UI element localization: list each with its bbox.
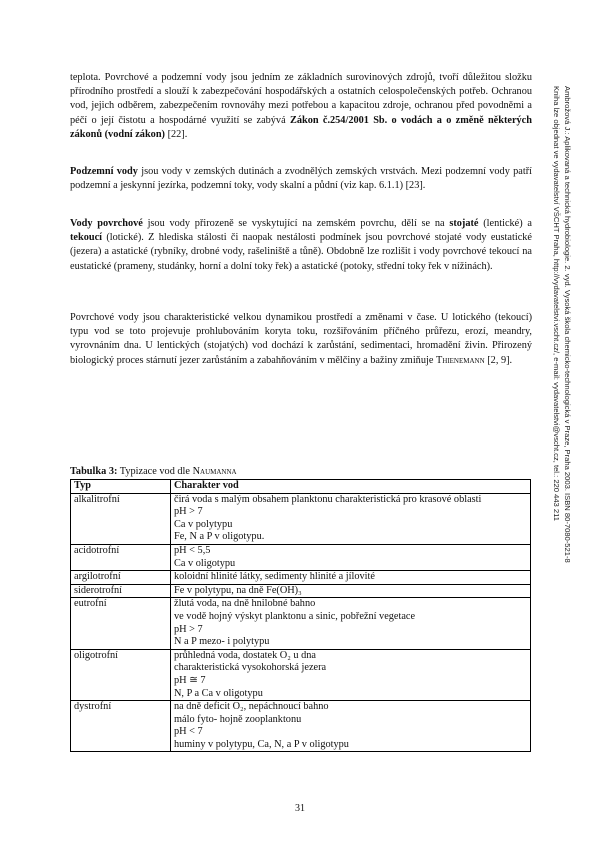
character-line: pH < 5,5	[174, 544, 211, 556]
character-line: pH > 7	[174, 506, 203, 518]
sidebar-citation: Ambrožová J.: Aplikovaná a technická hydrobiologie. 2. vyd. Vysoká škola chemicko-technologická v Praze, Praha 2003. ISBN 80-7080-521-8	[563, 86, 572, 563]
cell-type: oligotrofní	[71, 649, 171, 700]
citation: [22].	[165, 128, 188, 140]
character-line: charakteristická vysokohorská jezera	[174, 662, 327, 674]
table-header-row	[71, 480, 531, 494]
paragraph-groundwater	[70, 165, 532, 203]
paragraph-text: jsou vody přirozeně se vyskytující na zemském povrchu, dělí se na	[142, 218, 450, 229]
water-types-table	[70, 479, 531, 752]
cell-type: eutrofní	[71, 598, 171, 649]
table-body	[71, 493, 531, 752]
table-row	[71, 544, 531, 570]
cell-type: dystrofní	[71, 701, 171, 752]
paragraph-text: teplota. Povrchové a podzemní vody jsou jedním ze základních surovinových zdrojů, tvoří důležitou složku přírodního prostředí a slouží k zabezpečování hospodářských a ostatních celospolečenských potřeb. Ochranou vod, jejich odběrem, zabezpečením rovnováhy mezi potřebou a kapacitou zdroje, ochranou před povodněmi a péčí o její čistotu a hospodárné využití se zabývá	[70, 72, 532, 126]
cell-type: acidotrofní	[71, 544, 171, 570]
paragraph-text: jsou vody v zemských dutinách a zvodnělých zemských vrstvách. Mezi podzemní vody patří podzemní a jeskynní jezírka, podzemní toky, vody skalní a půdní (viz kap. 6.1.1) [23].	[70, 166, 533, 192]
table-caption	[70, 466, 237, 477]
character-line: Fe, N a P v oligotypu.	[174, 531, 265, 543]
character-line: málo fyto- hojně zooplanktonu	[174, 713, 302, 725]
character-line: pH ≅ 7	[174, 674, 206, 686]
paragraph-intro	[70, 71, 532, 152]
character-line: N a P mezo- i polytypu	[174, 636, 270, 648]
character-line: Ca v oligotypu	[174, 557, 236, 569]
publication-sidebar	[539, 86, 573, 646]
cell-character	[171, 649, 531, 700]
caption-author: Naumanna	[192, 466, 237, 477]
character-line: pH < 7	[174, 726, 203, 738]
paragraph-text: Povrchové vody jsou charakteristické velkou dynamikou prostředí a změnami v čase. U lotického (tekoucí) typu vod se toto projevuje prohlubováním koryta toku, rozšiřováním příčného průřezu, erozí, meandry, vyrovnáním dna. U lentických (stojatých) vod dochází k zarůstání, sedimentaci, hromadění živin. Přirozený biologický proces stárnutí jezer zarůstáním a zabahňováním v mělčiny a bažiny zmiňuje	[70, 312, 532, 366]
table-row	[71, 584, 531, 598]
character-line: na dně deficit O₂, nepáchnoucí bahno	[174, 701, 329, 713]
table-row	[71, 701, 531, 752]
sidebar-order-info: Kniha lze objednat ve vydavatelství VŠCHT Praha, http://vydavatelstvi.vscht.cz/, e-mail: vydavatelstvi@vscht.cz, tel.: 220 443 211	[552, 86, 561, 521]
paragraph-surface-water	[70, 217, 532, 284]
cell-character	[171, 584, 531, 598]
character-line: koloidní hlinité látky, sedimenty hlinité a jílovité	[174, 571, 375, 583]
caption-label: Tabulka 3:	[70, 466, 118, 477]
table-row	[71, 598, 531, 649]
character-line: průhledná voda, dostatek O₂ u dna	[174, 649, 316, 661]
citation: [2, 9].	[484, 354, 513, 366]
header-type: Typ	[71, 480, 171, 494]
term-standing: stojaté	[449, 218, 479, 229]
cell-character	[171, 493, 531, 544]
paragraph-text: (lotické). Z hlediska stálosti či naopak nestálosti podmínek jsou povrchové stojaté vody eustatické (jezera) a astatické (rybníky, drobné vody, rašeliniště a tůně). Obdobně lze rozlišit i vody povrchové tekoucí na eustatické (prameny, studánky, horní a dolní toky řek) a astatické (potoky, střední toky řek v nížinách).	[70, 232, 532, 272]
header-character: Charakter vod	[171, 480, 531, 494]
character-line: huminy v polytypu, Ca, N, a P v oligotypu	[174, 738, 349, 750]
character-line: N, P a Ca v oligotypu	[174, 687, 263, 699]
cell-type: argilotrofní	[71, 571, 171, 585]
table-row	[71, 493, 531, 544]
character-line: Ca v polytypu	[174, 518, 233, 530]
author-name: Thienemann	[435, 354, 485, 366]
cell-type: siderotrofní	[71, 584, 171, 598]
cell-character	[171, 571, 531, 585]
caption-text: Typizace vod dle	[117, 466, 193, 477]
paragraph-dynamics	[70, 311, 532, 378]
term-surface-water: Vody povrchové	[70, 218, 143, 229]
character-line: ve vodě hojný výskyt planktonu a sinic, pobřežní vegetace	[174, 610, 416, 622]
paragraph-text: (lentické) a	[478, 218, 532, 229]
character-line: Fe v polytypu, na dně Fe(OH)₃	[174, 584, 302, 596]
table-row	[71, 571, 531, 585]
character-line: žlutá voda, na dně hnilobné bahno	[174, 598, 316, 610]
cell-character	[171, 598, 531, 649]
cell-character	[171, 544, 531, 570]
term-groundwater: Podzemní vody	[70, 166, 138, 177]
table-row	[71, 649, 531, 700]
term-flowing: tekoucí	[70, 232, 103, 244]
character-line: pH > 7	[174, 623, 203, 635]
character-line: čirá voda s malým obsahem planktonu charakteristická pro krasové oblasti	[174, 493, 482, 505]
cell-type: alkalitrofní	[71, 493, 171, 544]
page-number: 31	[295, 803, 305, 814]
cell-character	[171, 701, 531, 752]
law-reference: Zákon č.254/2001 Sb. o vodách a o změně některých zákonů (vodní zákon)	[70, 114, 532, 140]
